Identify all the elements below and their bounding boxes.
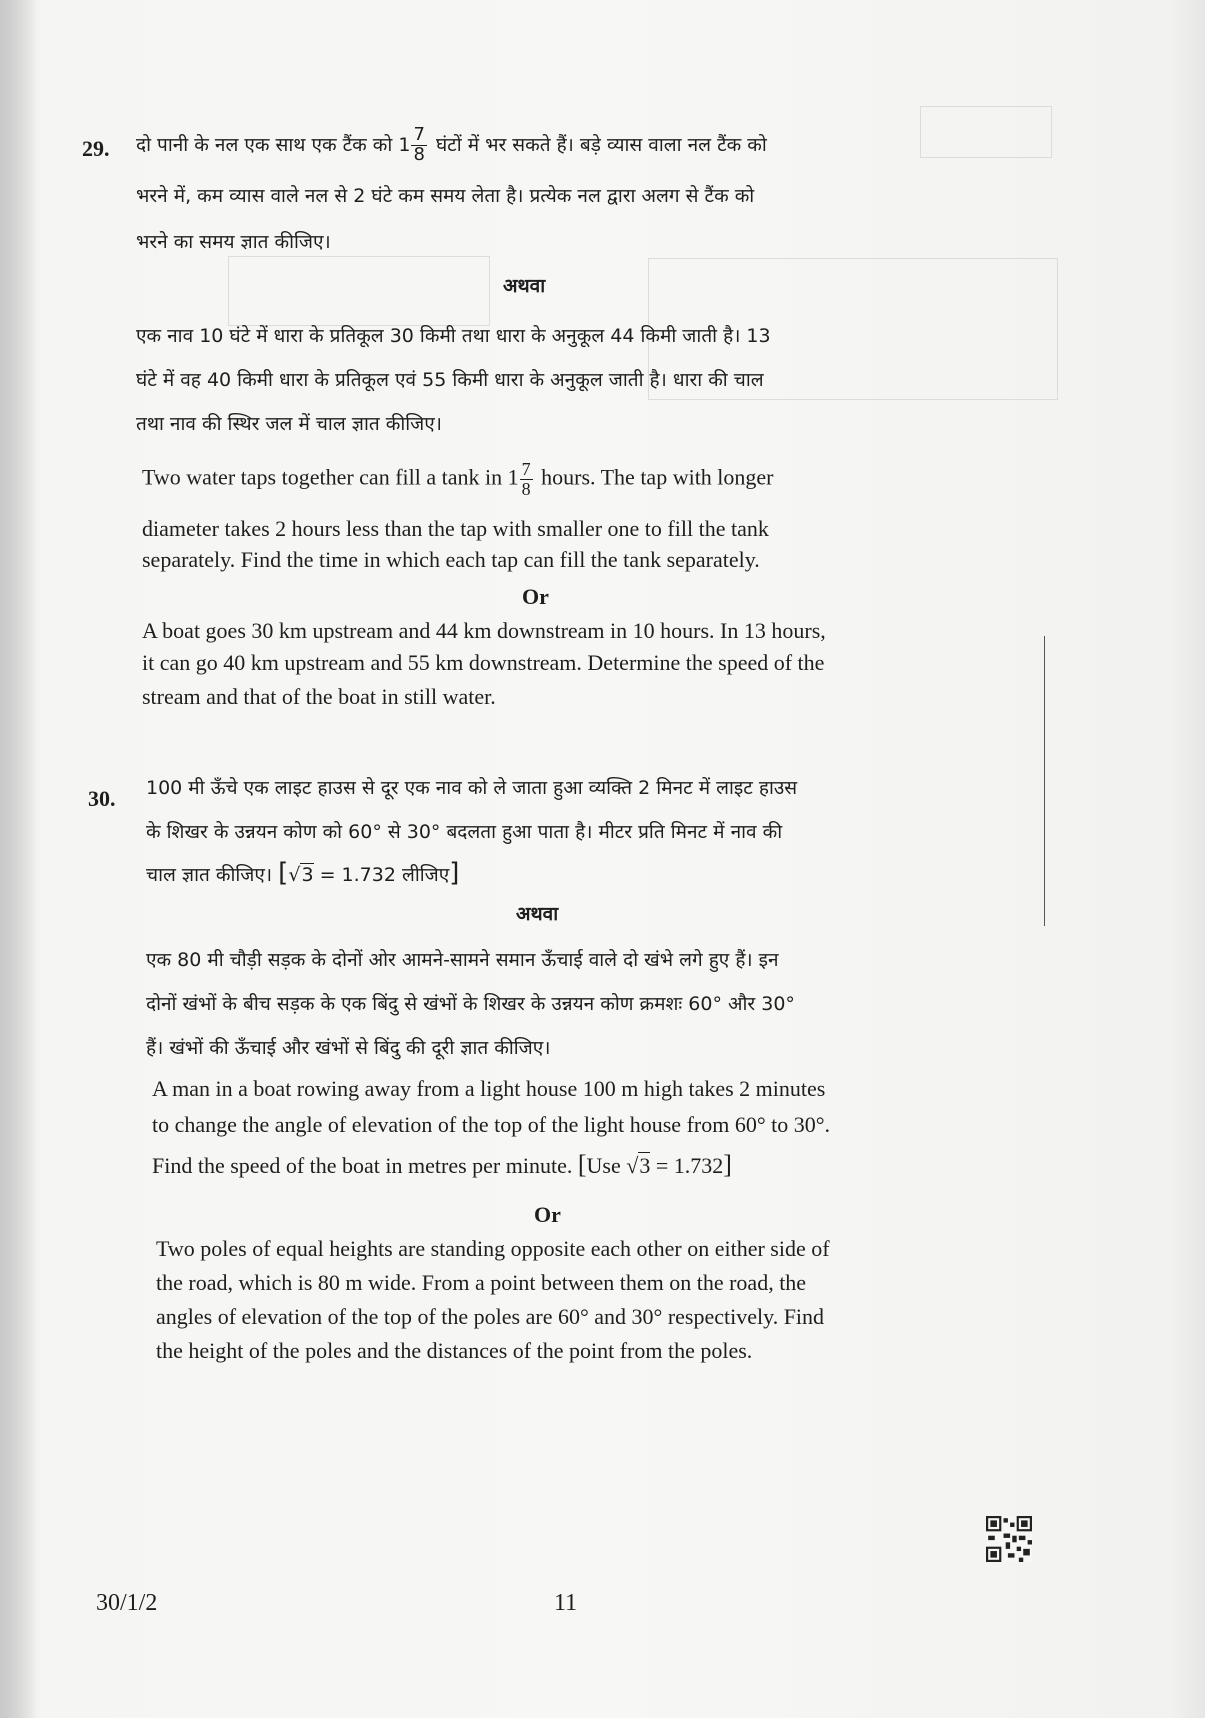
q30-english-line-3: Find the speed of the boat in metres per minute. [Use √3 = 1.732]	[152, 1150, 732, 1179]
q29-hindi-line-1b: घंटों में भर सकते हैं। बड़े व्यास वाला नल टैंक को	[429, 133, 767, 156]
q29-english-fraction	[520, 460, 533, 499]
fraction-denominator: 8	[521, 478, 531, 499]
q29-english-line-1b: hours. The tap with longer	[535, 464, 774, 490]
q29-hindi-or: अथवा	[503, 275, 546, 297]
q29-english-line-2: diameter takes 2 hours less than the tap with smaller one to fill the tank	[142, 516, 769, 541]
q29-english-alt-line-1: A boat goes 30 km upstream and 44 km downstream in 10 hours. In 13 hours,	[142, 618, 826, 643]
q30-english-or: Or	[534, 1202, 561, 1227]
question-number-29: 29.	[82, 136, 110, 161]
q30-hindi-line-2: के शिखर के उन्नयन कोण को 60° से 30° बदलता हुआ पाता है। मीटर प्रति मिनट में नाव की	[146, 821, 783, 843]
q30-english-line-1: A man in a boat rowing away from a light house 100 m high takes 2 minutes	[152, 1076, 826, 1101]
q29-english-line-3: separately. Find the time in which each tap can fill the tank separately.	[142, 547, 760, 572]
margin-line	[1044, 636, 1045, 926]
q29-hindi-alt-line-2: घंटे में वह 40 किमी धारा के प्रतिकूल एवं 55 किमी धारा के अनुकूल जाती है। धारा की चाल	[136, 369, 764, 391]
q29-hindi-line-3: भरने का समय ज्ञात कीजिए।	[136, 231, 331, 253]
q29-english-alt-line-2: it can go 40 km upstream and 55 km downstream. Determine the speed of the	[142, 650, 825, 675]
q29-hindi-line-1a: दो पानी के नल एक साथ एक टैंक को 1	[136, 133, 411, 156]
q30-english-alt-line-4: the height of the poles and the distances of the point from the poles.	[156, 1338, 753, 1363]
q29-hindi-fraction	[411, 126, 426, 165]
page-fold-shadow	[0, 0, 40, 1718]
q30-hindi-alt-line-1: एक 80 मी चौड़ी सड़क के दोनों ओर आमने-सामने समान ऊँचाई वाले दो खंभे लगे हुए हैं। इन	[146, 949, 779, 971]
fraction-numerator: 7	[521, 459, 531, 479]
q29-english-or: Or	[522, 584, 549, 609]
q29-hindi-line-1	[136, 126, 767, 165]
use-word: Use	[586, 1153, 627, 1178]
bracket-close: ]	[723, 1150, 732, 1179]
q29-english-line-1a: Two water taps together can fill a tank in 1	[142, 464, 519, 490]
q30-hindi-line-1: 100 मी ऊँचे एक लाइट हाउस से दूर एक नाव को ले जाता हुआ व्यक्ति 2 मिनट में लाइट हाउस	[146, 777, 798, 799]
q30-hindi-line-3: चाल ज्ञात कीजिए। [√3 = 1.732 लीजिए]	[146, 858, 460, 888]
q30-english-alt-line-3: angles of elevation of the top of the poles are 60° and 30° respectively. Find	[156, 1304, 825, 1329]
paper-code: 30/1/2	[96, 1590, 158, 1616]
q30-english-line-3a: Find the speed of the boat in metres per minute.	[152, 1153, 578, 1178]
q30-english-line-3b: = 1.732	[650, 1153, 724, 1178]
fraction-numerator: 7	[413, 124, 425, 145]
q30-english-alt-line-1: Two poles of equal heights are standing opposite each other on either side of	[156, 1236, 830, 1261]
q30-hindi-or: अथवा	[516, 903, 559, 925]
q29-english-line-1	[142, 460, 774, 499]
show-through-box-3	[228, 256, 490, 326]
q30-hindi-line-3a: चाल ज्ञात कीजिए।	[146, 864, 279, 886]
show-through-box-2	[920, 106, 1052, 158]
page-number: 11	[554, 1590, 578, 1616]
sqrt-value: 3	[639, 1153, 651, 1178]
bracket-open: [	[278, 858, 289, 888]
sqrt-value: 3	[301, 864, 314, 886]
q30-hindi-line-3b: = 1.732 लीजिए	[313, 864, 450, 886]
qr-code-icon	[986, 1516, 1032, 1562]
question-number-30: 30.	[88, 786, 116, 811]
bracket-open: [	[577, 1150, 587, 1179]
bracket-close: ]	[449, 858, 460, 888]
q30-hindi-alt-line-2: दोनों खंभों के बीच सड़क के एक बिंदु से खंभों के शिखर के उन्नयन कोण क्रमशः 60° और 30°	[146, 993, 795, 1015]
fraction-denominator: 8	[413, 143, 425, 165]
q29-hindi-line-2: भरने में, कम व्यास वाले नल से 2 घंटे कम समय लेता है। प्रत्येक नल द्वारा अलग से टैंक को	[136, 185, 755, 207]
q30-english-alt-line-2: the road, which is 80 m wide. From a point between them on the road, the	[156, 1270, 807, 1295]
q29-hindi-alt-line-3: तथा नाव की स्थिर जल में चाल ज्ञात कीजिए।	[136, 413, 442, 435]
q30-english-line-2: to change the angle of elevation of the top of the light house from 60° to 30°.	[152, 1112, 831, 1137]
q29-english-alt-line-3: stream and that of the boat in still water.	[142, 684, 496, 709]
q29-hindi-alt-line-1: एक नाव 10 घंटे में धारा के प्रतिकूल 30 किमी तथा धारा के अनुकूल 44 किमी जाती है। 13	[136, 325, 771, 347]
q30-hindi-alt-line-3: हैं। खंभों की ऊँचाई और खंभों से बिंदु की दूरी ज्ञात कीजिए।	[146, 1037, 551, 1059]
